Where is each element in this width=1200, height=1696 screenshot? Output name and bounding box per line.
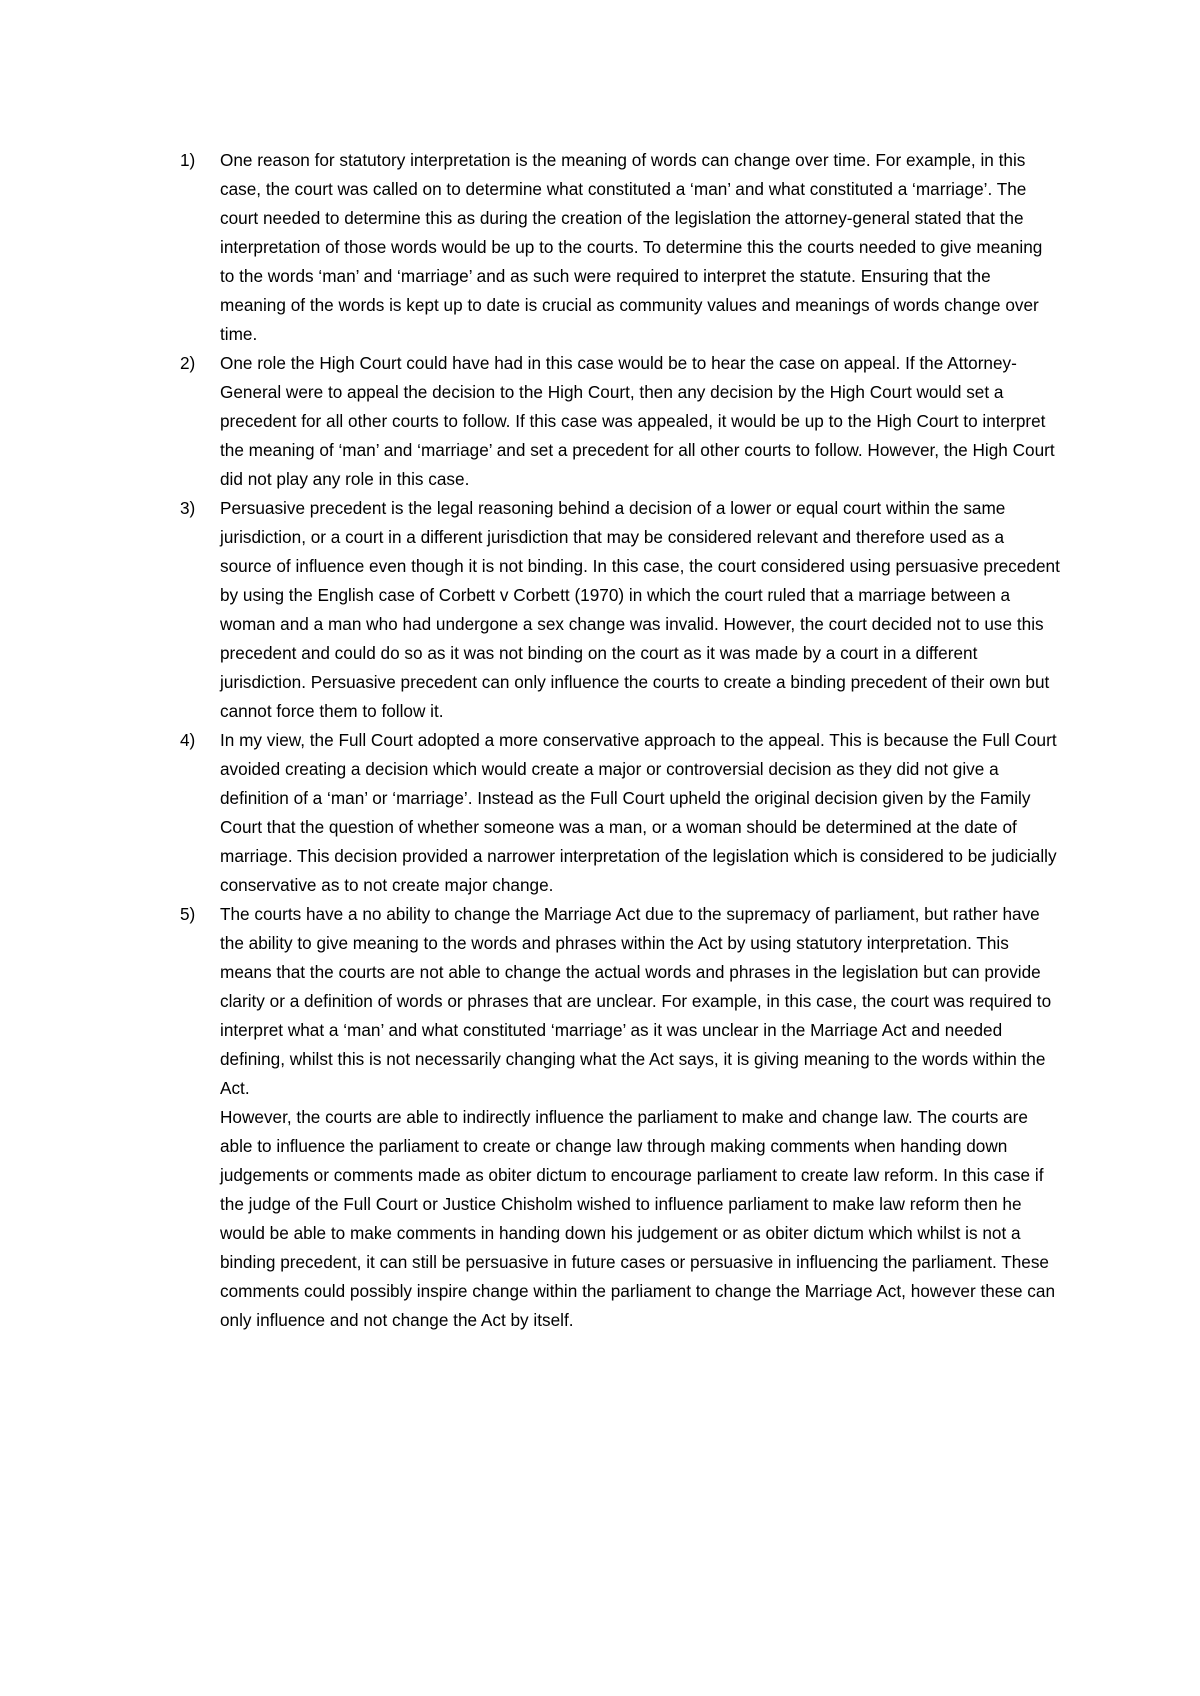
answer-number: 5)	[180, 904, 196, 924]
answer-number: 1)	[180, 150, 196, 170]
answer-list	[170, 146, 1060, 1335]
answer-number: 2)	[180, 353, 196, 373]
answer-number: 4)	[180, 730, 196, 750]
answer-paragraph: Persuasive precedent is the legal reasoning behind a decision of a lower or equal court within the same jurisdiction, or a court in a different jurisdiction that may be considered relevant and therefore used as a source of influence even though it is not binding. In this case, the court considered using persuasive precedent by using the English case of Corbett v Corbett (1970) in which the court ruled that a marriage between a woman and a man who had undergone a sex change was invalid. However, the court decided not to use this precedent and could do so as it was not binding on the court as it was made by a court in a different jurisdiction. Persuasive precedent can only influence the courts to create a binding precedent of their own but cannot force them to follow it.	[220, 498, 1060, 721]
answer-item-2	[170, 349, 1060, 494]
answer-paragraph: In my view, the Full Court adopted a more conservative approach to the appeal. This is because the Full Court avoided creating a decision which would create a major or controversial decision as they did not give a definition of a ‘man’ or ‘marriage’. Instead as the Full Court upheld the original decision given by the Family Court that the question of whether someone was a man, or a woman should be determined at the date of marriage. This decision provided a narrower interpretation of the legislation which is considered to be judicially conservative as to not create major change.	[220, 730, 1057, 895]
answer-paragraph: The courts have a no ability to change the Marriage Act due to the supremacy of parliament, but rather have the ability to give meaning to the words and phrases within the Act by using statutory interpretation. This means that the courts are not able to change the actual words and phrases in the legislation but can provide clarity or a definition of words or phrases that are unclear. For example, in this case, the court was required to interpret what a ‘man’ and what constituted ‘marriage’ as it was unclear in the Marriage Act and needed defining, whilst this is not necessarily changing what the Act says, it is giving meaning to the words within the Act.	[220, 904, 1052, 1098]
answer-paragraph: One role the High Court could have had in this case would be to hear the case on appeal. If the Attorney-General were to appeal the decision to the High Court, then any decision by the High Court would set a precedent for all other courts to follow. If this case was appealed, it would be up to the High Court to interpret the meaning of ‘man’ and ‘marriage’ and set a precedent for all other courts to follow. However, the High Court did not play any role in this case.	[220, 353, 1055, 489]
answer-item-3	[170, 494, 1060, 726]
answer-item-4	[170, 726, 1060, 900]
answer-paragraph: One reason for statutory interpretation is the meaning of words can change over time. For example, in this case, the court was called on to determine what constituted a ‘man’ and what constituted a ‘marriage’. The court needed to determine this as during the creation of the legislation the attorney-general stated that the interpretation of those words would be up to the courts. To determine this the courts needed to give meaning to the words ‘man’ and ‘marriage’ and as such were required to interpret the statute. Ensuring that the meaning of the words is kept up to date is crucial as community values and meanings of words change over time.	[220, 150, 1043, 344]
answer-paragraph-continued: However, the courts are able to indirectly influence the parliament to make and change law. The courts are able to influence the parliament to create or change law through making comments when handing down judgements or comments made as obiter dictum to encourage parliament to create law reform. In this case if the judge of the Full Court or Justice Chisholm wished to influence parliament to make law reform then he would be able to make comments in handing down his judgement or as obiter dictum which whilst is not a binding precedent, it can still be persuasive in future cases or persuasive in influencing the parliament. These comments could possibly inspire change within the parliament to change the Marriage Act, however these can only influence and not change the Act by itself.	[220, 1107, 1056, 1330]
answer-item-5	[170, 900, 1060, 1335]
answer-item-1	[170, 146, 1060, 349]
answer-number: 3)	[180, 498, 196, 518]
